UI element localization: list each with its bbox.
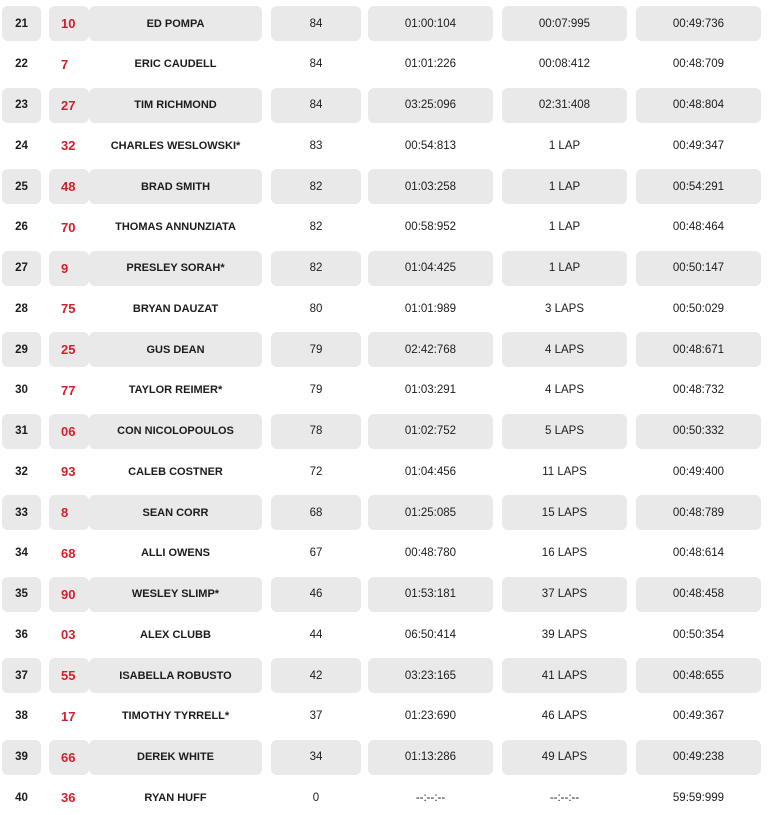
- car-number-cell: 03: [61, 627, 76, 643]
- total-time-cell: 01:03:291: [404, 384, 457, 397]
- interval-cell: 00:08:412: [538, 58, 591, 71]
- best-lap-cell: 00:54:291: [636, 169, 761, 204]
- car-number-cell: 68: [61, 545, 76, 561]
- car-number-cell: 36: [61, 790, 76, 806]
- position-cell: 22: [15, 58, 28, 71]
- interval-cell: 5 LAPS: [502, 414, 627, 449]
- laps-cell: 46: [271, 577, 361, 612]
- best-lap-cell: 00:49:347: [672, 139, 725, 152]
- position-cell: 25: [2, 169, 41, 204]
- laps-cell: 83: [309, 139, 323, 152]
- best-lap-cell: 00:50:354: [672, 628, 725, 641]
- position-cell: 29: [2, 332, 41, 367]
- laps-cell: 84: [309, 58, 323, 71]
- total-time-cell: 01:01:226: [404, 58, 457, 71]
- driver-name-cell: SEAN CORR: [89, 495, 262, 530]
- interval-cell: 1 LAP: [548, 221, 581, 234]
- result-row: [0, 82, 775, 123]
- interval-cell: 16 LAPS: [541, 547, 588, 560]
- laps-cell: 80: [309, 302, 323, 315]
- total-time-cell: 02:42:768: [368, 332, 493, 367]
- best-lap-cell: 00:49:367: [672, 710, 725, 723]
- result-row: [0, 530, 775, 571]
- position-cell: 28: [15, 302, 28, 315]
- position-cell: 37: [2, 658, 41, 693]
- driver-name-cell: GUS DEAN: [89, 332, 262, 367]
- driver-name-cell: ALLI OWENS: [140, 547, 211, 560]
- laps-cell: 82: [309, 221, 323, 234]
- interval-cell: 49 LAPS: [502, 740, 627, 775]
- interval-cell: 1 LAP: [548, 139, 581, 152]
- laps-cell: 82: [271, 169, 361, 204]
- interval-cell: 1 LAP: [502, 251, 627, 286]
- result-row: [0, 245, 775, 286]
- interval-cell: 46 LAPS: [541, 710, 588, 723]
- driver-name-cell: ERIC CAUDELL: [134, 58, 217, 71]
- best-lap-cell: 00:50:147: [636, 251, 761, 286]
- car-number-cell: 27: [49, 88, 89, 123]
- best-lap-cell: 00:48:655: [636, 658, 761, 693]
- total-time-cell: 03:23:165: [368, 658, 493, 693]
- laps-cell: 68: [271, 495, 361, 530]
- total-time-cell: 01:25:085: [368, 495, 493, 530]
- laps-cell: 37: [309, 710, 323, 723]
- position-cell: 26: [15, 221, 28, 234]
- result-row: [0, 693, 775, 734]
- driver-name-cell: ED POMPA: [89, 6, 262, 41]
- total-time-cell: 06:50:414: [404, 628, 457, 641]
- interval-cell: 11 LAPS: [542, 465, 587, 478]
- position-cell: 40: [15, 791, 28, 804]
- car-number-cell: 8: [49, 495, 89, 530]
- driver-name-cell: RYAN HUFF: [144, 791, 207, 804]
- position-cell: 35: [2, 577, 41, 612]
- interval-cell: 02:31:408: [502, 88, 627, 123]
- car-number-cell: 9: [49, 251, 89, 286]
- laps-cell: 78: [271, 414, 361, 449]
- best-lap-cell: 00:48:464: [672, 221, 725, 234]
- interval-cell: 1 LAP: [502, 169, 627, 204]
- total-time-cell: 01:53:181: [368, 577, 493, 612]
- position-cell: 39: [2, 740, 41, 775]
- driver-name-cell: TAYLOR REIMER*: [128, 384, 223, 397]
- car-number-cell: 17: [61, 708, 76, 724]
- total-time-cell: 01:13:286: [368, 740, 493, 775]
- car-number-cell: 70: [61, 219, 76, 235]
- driver-name-cell: BRAD SMITH: [89, 169, 262, 204]
- total-time-cell: 00:54:813: [404, 139, 457, 152]
- interval-cell: 41 LAPS: [502, 658, 627, 693]
- car-number-cell: 7: [61, 56, 69, 72]
- car-number-cell: 48: [49, 169, 89, 204]
- driver-name-cell: TIMOTHY TYRRELL*: [121, 710, 230, 723]
- car-number-cell: 77: [61, 382, 76, 398]
- interval-cell: 3 LAPS: [545, 302, 584, 315]
- car-number-cell: 90: [49, 577, 89, 612]
- total-time-cell: 00:48:780: [404, 547, 457, 560]
- total-time-cell: 01:02:752: [368, 414, 493, 449]
- result-row: [0, 163, 775, 204]
- best-lap-cell: 00:50:029: [672, 302, 725, 315]
- result-row: [0, 0, 775, 41]
- interval-cell: 00:07:995: [502, 6, 627, 41]
- car-number-cell: 32: [61, 138, 76, 154]
- car-number-cell: 06: [49, 414, 89, 449]
- driver-name-cell: ALEX CLUBB: [140, 628, 211, 641]
- result-row: [0, 652, 775, 693]
- best-lap-cell: 00:48:709: [672, 58, 725, 71]
- interval-cell: 15 LAPS: [502, 495, 627, 530]
- total-time-cell: 01:04:456: [404, 465, 457, 478]
- best-lap-cell: 00:49:736: [636, 6, 761, 41]
- best-lap-cell: 59:59:999: [672, 791, 725, 804]
- best-lap-cell: 00:48:789: [636, 495, 761, 530]
- result-row: [0, 326, 775, 367]
- laps-cell: 82: [271, 251, 361, 286]
- interval-cell: --:--:--: [549, 791, 580, 804]
- position-cell: 38: [15, 710, 28, 723]
- total-time-cell: 01:23:690: [404, 710, 457, 723]
- car-number-cell: 10: [49, 6, 89, 41]
- result-row: [0, 41, 775, 82]
- total-time-cell: 01:04:425: [368, 251, 493, 286]
- position-cell: 21: [2, 6, 41, 41]
- best-lap-cell: 00:48:614: [672, 547, 725, 560]
- result-row: [0, 204, 775, 245]
- laps-cell: 84: [271, 6, 361, 41]
- total-time-cell: --:--:--: [415, 791, 446, 804]
- driver-name-cell: THOMAS ANNUNZIATA: [115, 221, 236, 234]
- driver-name-cell: BRYAN DAUZAT: [132, 302, 219, 315]
- interval-cell: 4 LAPS: [502, 332, 627, 367]
- result-row: [0, 734, 775, 775]
- result-row: [0, 571, 775, 612]
- position-cell: 32: [15, 465, 28, 478]
- laps-cell: 67: [309, 547, 323, 560]
- result-row: [0, 611, 775, 652]
- best-lap-cell: 00:50:332: [636, 414, 761, 449]
- position-cell: 31: [2, 414, 41, 449]
- result-row: [0, 408, 775, 449]
- position-cell: 27: [2, 251, 41, 286]
- car-number-cell: 25: [49, 332, 89, 367]
- car-number-cell: 55: [49, 658, 89, 693]
- position-cell: 34: [15, 547, 28, 560]
- interval-cell: 39 LAPS: [541, 628, 588, 641]
- result-row: [0, 489, 775, 530]
- result-row: [0, 122, 775, 163]
- result-row: [0, 367, 775, 408]
- driver-name-cell: PRESLEY SORAH*: [89, 251, 262, 286]
- driver-name-cell: TIM RICHMOND: [89, 88, 262, 123]
- car-number-cell: 66: [49, 740, 89, 775]
- best-lap-cell: 00:48:671: [636, 332, 761, 367]
- driver-name-cell: CHARLES WESLOWSKI*: [110, 139, 241, 152]
- laps-cell: 42: [271, 658, 361, 693]
- total-time-cell: 01:00:104: [368, 6, 493, 41]
- position-cell: 33: [2, 495, 41, 530]
- best-lap-cell: 00:49:238: [636, 740, 761, 775]
- laps-cell: 0: [312, 791, 320, 804]
- total-time-cell: 03:25:096: [368, 88, 493, 123]
- driver-name-cell: CON NICOLOPOULOS: [89, 414, 262, 449]
- interval-cell: 37 LAPS: [502, 577, 627, 612]
- position-cell: 24: [15, 139, 28, 152]
- position-cell: 23: [2, 88, 41, 123]
- best-lap-cell: 00:49:400: [672, 465, 725, 478]
- driver-name-cell: ISABELLA ROBUSTO: [89, 658, 262, 693]
- position-cell: 30: [15, 384, 28, 397]
- laps-cell: 72: [309, 465, 323, 478]
- result-row: [0, 285, 775, 326]
- interval-cell: 4 LAPS: [545, 384, 584, 397]
- best-lap-cell: 00:48:458: [636, 577, 761, 612]
- total-time-cell: 01:01:989: [404, 302, 457, 315]
- driver-name-cell: WESLEY SLIMP*: [89, 577, 262, 612]
- driver-name-cell: CALEB COSTNER: [128, 465, 223, 478]
- car-number-cell: 93: [61, 464, 76, 480]
- best-lap-cell: 00:48:732: [672, 384, 725, 397]
- laps-cell: 79: [309, 384, 323, 397]
- car-number-cell: 75: [61, 301, 76, 317]
- position-cell: 36: [15, 628, 28, 641]
- laps-cell: 34: [271, 740, 361, 775]
- laps-cell: 79: [271, 332, 361, 367]
- best-lap-cell: 00:48:804: [636, 88, 761, 123]
- total-time-cell: 00:58:952: [404, 221, 457, 234]
- total-time-cell: 01:03:258: [368, 169, 493, 204]
- result-row: [0, 448, 775, 489]
- driver-name-cell: DEREK WHITE: [89, 740, 262, 775]
- laps-cell: 84: [271, 88, 361, 123]
- laps-cell: 44: [309, 628, 323, 641]
